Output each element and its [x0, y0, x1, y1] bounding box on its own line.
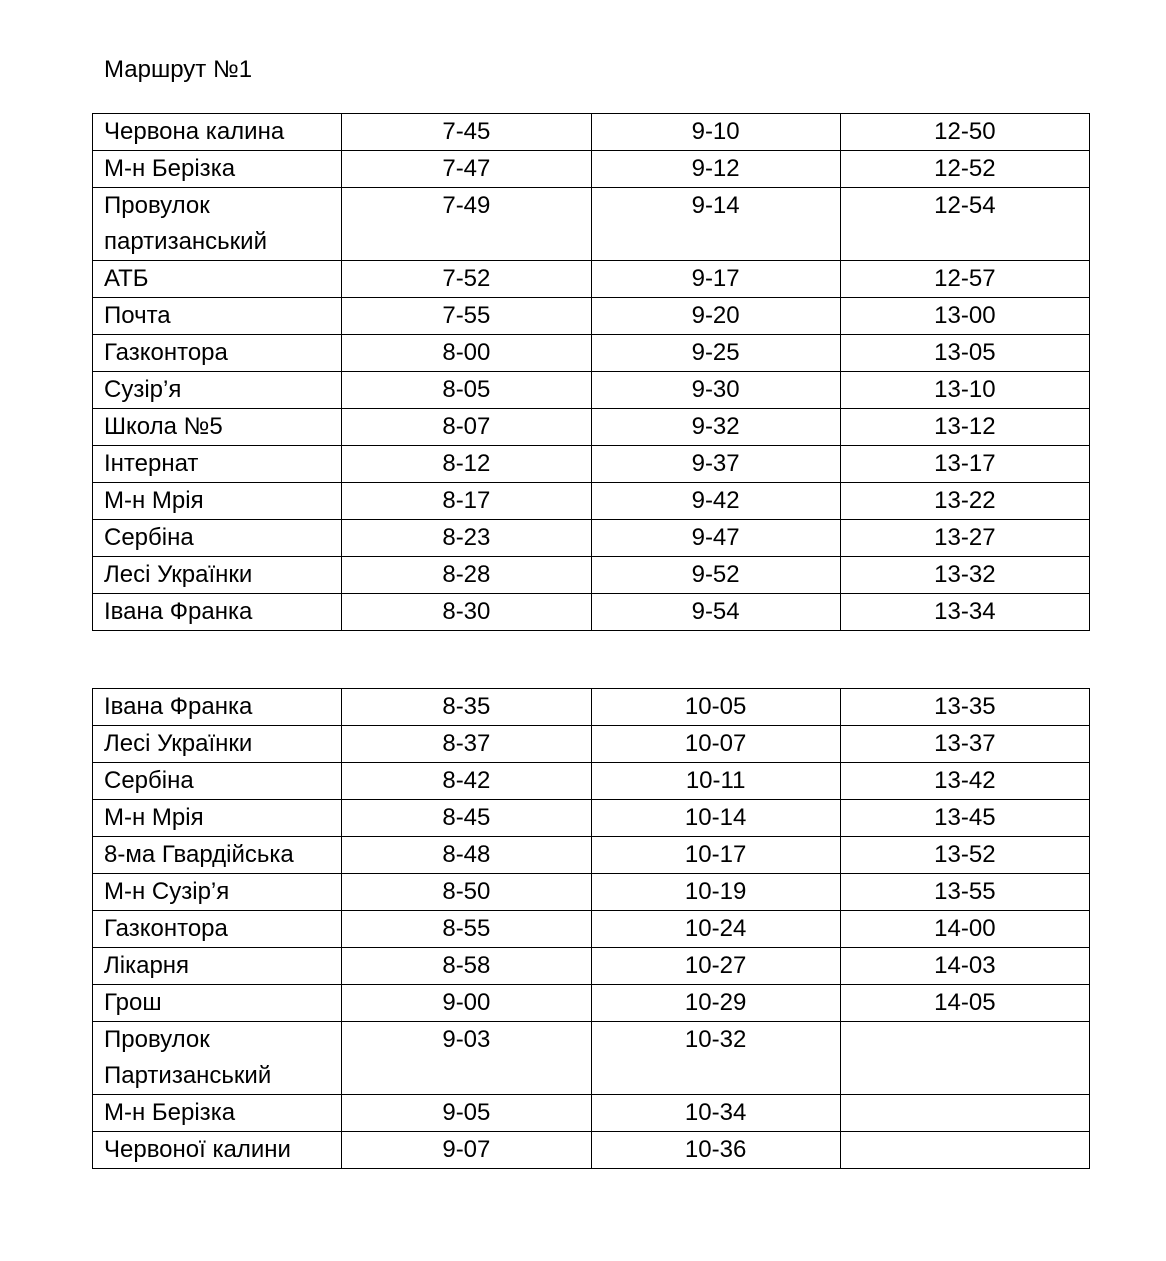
departure-time-cell: 12-50	[840, 114, 1089, 151]
departure-time-cell: 9-30	[591, 372, 840, 409]
departure-time-cell: 9-25	[591, 335, 840, 372]
departure-time-cell: 10-05	[591, 689, 840, 726]
table-row	[93, 298, 1090, 335]
departure-time-cell: 8-37	[342, 726, 591, 763]
departure-time-cell: 8-30	[342, 594, 591, 631]
departure-time-cell: 14-03	[840, 948, 1089, 985]
stop-name-cell: Червоної калини	[93, 1132, 342, 1169]
stop-name-cell: Газконтора	[93, 911, 342, 948]
departure-time-cell: 9-12	[591, 151, 840, 188]
stop-name-cell: М-н Мрія	[93, 483, 342, 520]
table-row	[93, 372, 1090, 409]
table-row	[93, 800, 1090, 837]
stop-name-cell: Лікарня	[93, 948, 342, 985]
stop-name-cell: Сербіна	[93, 763, 342, 800]
stop-name-cell: М-н Берізка	[93, 151, 342, 188]
departure-time-cell: 14-05	[840, 985, 1089, 1022]
departure-time-cell: 8-42	[342, 763, 591, 800]
table-row	[93, 911, 1090, 948]
departure-time-cell: 9-54	[591, 594, 840, 631]
departure-time-cell: 10-32	[591, 1022, 840, 1095]
table-row	[93, 409, 1090, 446]
departure-time-cell: 12-54	[840, 188, 1089, 261]
stop-name-cell: Провулок партизанський	[93, 188, 342, 261]
stop-name-cell: Червона калина	[93, 114, 342, 151]
stop-name-cell: Сербіна	[93, 520, 342, 557]
page-title: Маршрут №1	[104, 56, 253, 83]
departure-time-cell: 8-50	[342, 874, 591, 911]
table-row	[93, 689, 1090, 726]
stop-name-cell: М-н Сузір’я	[93, 874, 342, 911]
table-row	[93, 151, 1090, 188]
stop-name-cell: Сузір’я	[93, 372, 342, 409]
stop-name-cell: Грош	[93, 985, 342, 1022]
stop-name-cell: Газконтора	[93, 335, 342, 372]
departure-time-cell: 13-17	[840, 446, 1089, 483]
departure-time-cell: 13-35	[840, 689, 1089, 726]
departure-time-cell: 13-55	[840, 874, 1089, 911]
departure-time-cell: 13-42	[840, 763, 1089, 800]
departure-time-cell: 9-10	[591, 114, 840, 151]
departure-time-cell: 10-29	[591, 985, 840, 1022]
departure-time-cell: 7-47	[342, 151, 591, 188]
stop-name-cell: Лесі Українки	[93, 726, 342, 763]
departure-time-cell: 8-05	[342, 372, 591, 409]
departure-time-cell	[840, 1095, 1089, 1132]
departure-time-cell: 7-45	[342, 114, 591, 151]
table-row	[93, 594, 1090, 631]
table-row	[93, 1022, 1090, 1095]
table-row	[93, 1132, 1090, 1169]
departure-time-cell: 9-05	[342, 1095, 591, 1132]
table-row	[93, 837, 1090, 874]
table-row	[93, 520, 1090, 557]
table-row	[93, 261, 1090, 298]
departure-time-cell	[840, 1132, 1089, 1169]
departure-time-cell: 9-00	[342, 985, 591, 1022]
departure-time-cell: 10-14	[591, 800, 840, 837]
departure-time-cell: 10-11	[591, 763, 840, 800]
departure-time-cell: 9-47	[591, 520, 840, 557]
departure-time-cell: 8-07	[342, 409, 591, 446]
departure-time-cell: 14-00	[840, 911, 1089, 948]
departure-time-cell: 10-17	[591, 837, 840, 874]
departure-time-cell: 8-58	[342, 948, 591, 985]
departure-time-cell: 9-20	[591, 298, 840, 335]
departure-time-cell: 8-17	[342, 483, 591, 520]
table-row	[93, 948, 1090, 985]
departure-time-cell: 13-12	[840, 409, 1089, 446]
departure-time-cell	[840, 1022, 1089, 1095]
table-row	[93, 188, 1090, 261]
departure-time-cell: 13-10	[840, 372, 1089, 409]
departure-time-cell: 13-34	[840, 594, 1089, 631]
stop-name-cell: АТБ	[93, 261, 342, 298]
departure-time-cell: 9-07	[342, 1132, 591, 1169]
departure-time-cell: 13-45	[840, 800, 1089, 837]
departure-time-cell: 9-37	[591, 446, 840, 483]
departure-time-cell: 9-42	[591, 483, 840, 520]
departure-time-cell: 8-35	[342, 689, 591, 726]
stop-name-cell: Інтернат	[93, 446, 342, 483]
table-row	[93, 335, 1090, 372]
stop-name-cell: М-н Берізка	[93, 1095, 342, 1132]
table-row	[93, 483, 1090, 520]
table-row	[93, 446, 1090, 483]
stop-name-cell: Провулок Партизанський	[93, 1022, 342, 1095]
stop-name-cell: Лесі Українки	[93, 557, 342, 594]
departure-time-cell: 10-24	[591, 911, 840, 948]
stop-name-cell: М-н Мрія	[93, 800, 342, 837]
table-row	[93, 985, 1090, 1022]
departure-time-cell: 8-28	[342, 557, 591, 594]
schedule-body	[93, 689, 1090, 1169]
departure-time-cell: 8-48	[342, 837, 591, 874]
stop-name-cell: Школа №5	[93, 409, 342, 446]
departure-time-cell: 10-07	[591, 726, 840, 763]
departure-time-cell: 8-00	[342, 335, 591, 372]
departure-time-cell: 8-55	[342, 911, 591, 948]
departure-time-cell: 8-23	[342, 520, 591, 557]
departure-time-cell: 7-55	[342, 298, 591, 335]
departure-time-cell: 13-22	[840, 483, 1089, 520]
departure-time-cell: 7-52	[342, 261, 591, 298]
departure-time-cell: 10-36	[591, 1132, 840, 1169]
departure-time-cell: 8-12	[342, 446, 591, 483]
table-row	[93, 726, 1090, 763]
departure-time-cell: 8-45	[342, 800, 591, 837]
departure-time-cell: 13-27	[840, 520, 1089, 557]
departure-time-cell: 13-00	[840, 298, 1089, 335]
stop-name-cell: Почта	[93, 298, 342, 335]
departure-time-cell: 12-52	[840, 151, 1089, 188]
departure-time-cell: 9-32	[591, 409, 840, 446]
table-row	[93, 874, 1090, 911]
table-row	[93, 114, 1090, 151]
departure-time-cell: 10-27	[591, 948, 840, 985]
departure-time-cell: 9-52	[591, 557, 840, 594]
stop-name-cell: 8-ма Гвардійська	[93, 837, 342, 874]
stop-name-cell: Івана Франка	[93, 689, 342, 726]
departure-time-cell: 12-57	[840, 261, 1089, 298]
departure-time-cell: 9-17	[591, 261, 840, 298]
departure-time-cell: 13-37	[840, 726, 1089, 763]
departure-time-cell: 13-05	[840, 335, 1089, 372]
schedule-table-outbound	[92, 113, 1090, 631]
departure-time-cell: 13-52	[840, 837, 1089, 874]
schedule-body	[93, 114, 1090, 631]
departure-time-cell: 10-19	[591, 874, 840, 911]
departure-time-cell: 9-14	[591, 188, 840, 261]
table-row	[93, 557, 1090, 594]
table-row	[93, 763, 1090, 800]
schedule-table-return	[92, 688, 1090, 1169]
table-row	[93, 1095, 1090, 1132]
departure-time-cell: 10-34	[591, 1095, 840, 1132]
stop-name-cell: Івана Франка	[93, 594, 342, 631]
departure-time-cell: 7-49	[342, 188, 591, 261]
departure-time-cell: 9-03	[342, 1022, 591, 1095]
departure-time-cell: 13-32	[840, 557, 1089, 594]
